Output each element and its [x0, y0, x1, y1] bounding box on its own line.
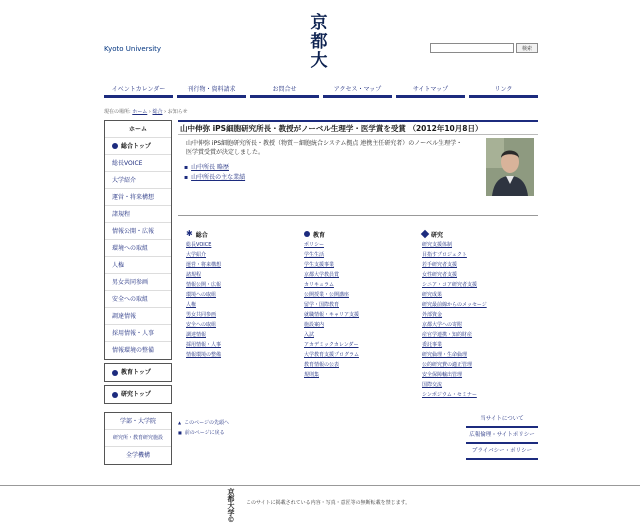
column-link[interactable]: 就職情報・キャリア支援: [304, 312, 360, 318]
column-link[interactable]: 留学・国際教育: [304, 302, 340, 308]
column-link[interactable]: 入試: [304, 332, 315, 338]
sidebar-home[interactable]: ホーム: [105, 121, 171, 138]
column-link[interactable]: 学生生活: [304, 252, 325, 258]
sidebar-item-environment[interactable]: 環境への取組: [105, 240, 171, 257]
sidebar-research-top-label: 研究トップ: [121, 391, 151, 398]
bullet-icon: [112, 392, 118, 398]
column-research-heading: [422, 228, 532, 240]
column-link[interactable]: 目指すプロジェクト: [422, 252, 467, 258]
sidebar-item-human-rights[interactable]: 人権: [105, 257, 171, 274]
sidebar-item-management[interactable]: 運営・将来構想: [105, 189, 171, 206]
footer-logo-char: 京: [227, 487, 235, 496]
nav-sitemap[interactable]: サイトマップ: [396, 84, 465, 98]
column-link[interactable]: 環境への取組: [186, 292, 217, 298]
column-link[interactable]: ポリシー: [304, 242, 325, 248]
site-search: [430, 43, 538, 53]
column-link[interactable]: 男女共同参画: [186, 312, 217, 318]
nav-links[interactable]: リンク: [469, 84, 538, 98]
sidebar-general-top-label: 総合トップ: [121, 142, 151, 150]
footer-divider: [0, 485, 640, 486]
column-education-heading: [304, 228, 414, 240]
column-link[interactable]: 国際交流: [422, 382, 443, 388]
column-link[interactable]: 諸規程: [186, 272, 202, 278]
column-general-title: 総合: [195, 231, 208, 239]
column-general: [186, 228, 296, 360]
sidebar-item-gender-equality[interactable]: 男女共同参画: [105, 274, 171, 291]
brand-name: Kyoto University: [104, 45, 162, 53]
sidebar-item-president-voice[interactable]: 総長VOICE: [105, 155, 171, 172]
diamond-icon: [421, 230, 429, 238]
nav-contact[interactable]: お問合せ: [250, 84, 319, 98]
sidebar-education: [104, 363, 172, 382]
column-link[interactable]: 女性研究者支援: [422, 272, 458, 278]
back-to-top-link[interactable]: ▲ このページの先頭へ: [178, 418, 229, 428]
footer-note: このサイトに掲載されている内容・写真・意匠等の無断転載を禁じます。: [246, 500, 411, 506]
link-profile[interactable]: ▪ 山中所長 略歴: [184, 163, 245, 173]
column-link[interactable]: 京都大学への寄附: [422, 322, 463, 328]
sidebar: [104, 120, 172, 468]
column-education-title: 教育: [313, 231, 326, 239]
column-link[interactable]: 学生支援事業: [304, 262, 335, 268]
nav-event-calendar[interactable]: イベントカレンダー: [104, 84, 173, 98]
column-link[interactable]: 産官学連携・知的財産: [422, 332, 473, 338]
university-logo[interactable]: [308, 14, 330, 76]
column-link[interactable]: 外部資金: [422, 312, 443, 318]
link-achievements[interactable]: ▪ 山中所長の主な業績: [184, 173, 245, 183]
column-link[interactable]: 教育情報の公表: [304, 362, 340, 368]
copyright-mark: ©: [227, 515, 235, 524]
column-link[interactable]: 公開授業・公開講座: [304, 292, 350, 298]
column-link[interactable]: 施設案内: [304, 322, 325, 328]
search-button[interactable]: 検索: [516, 43, 538, 53]
sidebar-item-it-environment[interactable]: 情報環境の整備: [112, 347, 155, 354]
column-link[interactable]: 委託事業: [422, 342, 443, 348]
column-link[interactable]: 大学教育支援プログラム: [304, 352, 359, 358]
column-link[interactable]: 人権: [186, 302, 197, 308]
footer-logo: [226, 488, 236, 523]
footer-links: [466, 414, 538, 462]
page-title: 山中伸弥 iPS細胞研究所長・教授がノーベル生理学・医学賞を受賞 （2012年10月8日）: [178, 120, 538, 135]
breadcrumb-sep: ›: [148, 109, 153, 115]
column-link[interactable]: 公的研究費の適正管理: [422, 362, 473, 368]
column-link[interactable]: カリキュラム: [304, 282, 334, 288]
column-link[interactable]: 情報環境の整備: [186, 352, 222, 358]
sidebar-education-top[interactable]: [105, 364, 171, 381]
column-link[interactable]: 若手研究者支援: [422, 262, 458, 268]
column-link[interactable]: 採用情報・人事: [186, 342, 222, 348]
logo-char: 京: [310, 13, 328, 33]
breadcrumb-sep: ›: [164, 109, 168, 115]
sidebar-item-about[interactable]: 大学紹介: [105, 172, 171, 189]
column-link[interactable]: 情報公開・広報: [186, 282, 222, 288]
column-link[interactable]: 研究成果: [422, 292, 443, 298]
column-link[interactable]: 研究倫理・生命倫理: [422, 352, 468, 358]
breadcrumb-lead: 現在の場所:: [104, 109, 131, 115]
footer-link-privacy[interactable]: プライバシー・ポリシー: [466, 446, 538, 460]
footer-link-about-site[interactable]: 当サイトについて: [466, 414, 538, 428]
footer-logo-char: 大: [227, 501, 235, 510]
column-general-heading: [186, 228, 296, 240]
sidebar-research: [104, 385, 172, 404]
column-research: [422, 228, 532, 400]
breadcrumb: [104, 108, 188, 115]
sidebar-general-top[interactable]: [105, 138, 171, 155]
column-research-title: 研究: [431, 231, 444, 239]
column-education: [304, 228, 414, 380]
nav-publications[interactable]: 刊行物・資料請求: [177, 84, 246, 98]
sidebar-organizations: [104, 412, 172, 465]
sidebar-item-procurement[interactable]: 調達情報: [105, 308, 171, 325]
footer-link-site-policy[interactable]: 広報倫理・サイトポリシー: [466, 430, 538, 444]
back-link[interactable]: ■ 前のページに戻る: [178, 428, 229, 438]
column-link[interactable]: 規則集: [304, 372, 320, 378]
global-nav: [104, 84, 538, 98]
column-link[interactable]: 総長VOICE: [186, 242, 212, 248]
logo-char: 大: [310, 51, 328, 71]
breadcrumb-current: お知らせ: [167, 109, 188, 115]
bullet-icon: [112, 143, 118, 149]
column-link[interactable]: 研究最前線からのメッセージ: [422, 302, 487, 308]
portrait-image: [486, 138, 534, 196]
column-link[interactable]: 運営・将来構想: [186, 262, 222, 268]
asterisk-icon: ✱: [186, 229, 193, 238]
sidebar-item-institutes[interactable]: 研究所・教育研究施設: [105, 430, 171, 447]
search-input[interactable]: [430, 43, 514, 53]
sidebar-item-recruitment[interactable]: 採用情報・人事: [105, 325, 171, 342]
sidebar-education-top-label: 教育トップ: [121, 369, 151, 376]
logo-char: 都: [310, 32, 328, 52]
sidebar-item-faculties[interactable]: 学部・大学院: [105, 413, 171, 430]
column-link[interactable]: 大学紹介: [186, 252, 207, 258]
sidebar-item-organizations[interactable]: 全学機構: [125, 452, 150, 459]
footer-logo-char: 都: [227, 494, 235, 503]
portrait-photo: [486, 138, 534, 196]
page-tools: [178, 418, 229, 438]
breadcrumb-home[interactable]: ホーム: [132, 109, 148, 115]
nav-access-map[interactable]: アクセス・マップ: [323, 84, 392, 98]
footer-logo-char: 学: [227, 508, 235, 517]
column-link[interactable]: 安全保障輸出管理: [422, 372, 463, 378]
column-link[interactable]: 京都大学教員賞: [304, 272, 340, 278]
column-link[interactable]: 研究支援体制: [422, 242, 453, 248]
column-link[interactable]: 調達情報: [186, 332, 207, 338]
sidebar-item-safety[interactable]: 安全への取組: [105, 291, 171, 308]
article-lead: 山中伸弥 iPS細胞研究所長・教授（物質－細胞統合システム拠点 連携主任研究者）のノーベル生理学・医学賞受賞が決定しました。: [186, 140, 463, 156]
column-link[interactable]: シンポジウム・セミナー: [422, 392, 477, 398]
bullet-icon: [112, 370, 118, 376]
breadcrumb-section[interactable]: 総合: [152, 109, 163, 115]
sidebar-item-disclosure[interactable]: 情報公開・広報: [105, 223, 171, 240]
sidebar-research-top[interactable]: [105, 386, 171, 403]
sidebar-main: [104, 120, 172, 360]
column-link[interactable]: 安全への取組: [186, 322, 217, 328]
circle-icon: [304, 231, 310, 237]
sidebar-item-regulations[interactable]: 諸規程: [105, 206, 171, 223]
column-link[interactable]: シニア・コア研究者支援: [422, 282, 478, 288]
article-links: [184, 163, 245, 183]
column-link[interactable]: アカデミックカレンダー: [304, 342, 359, 348]
section-divider: [178, 215, 538, 216]
